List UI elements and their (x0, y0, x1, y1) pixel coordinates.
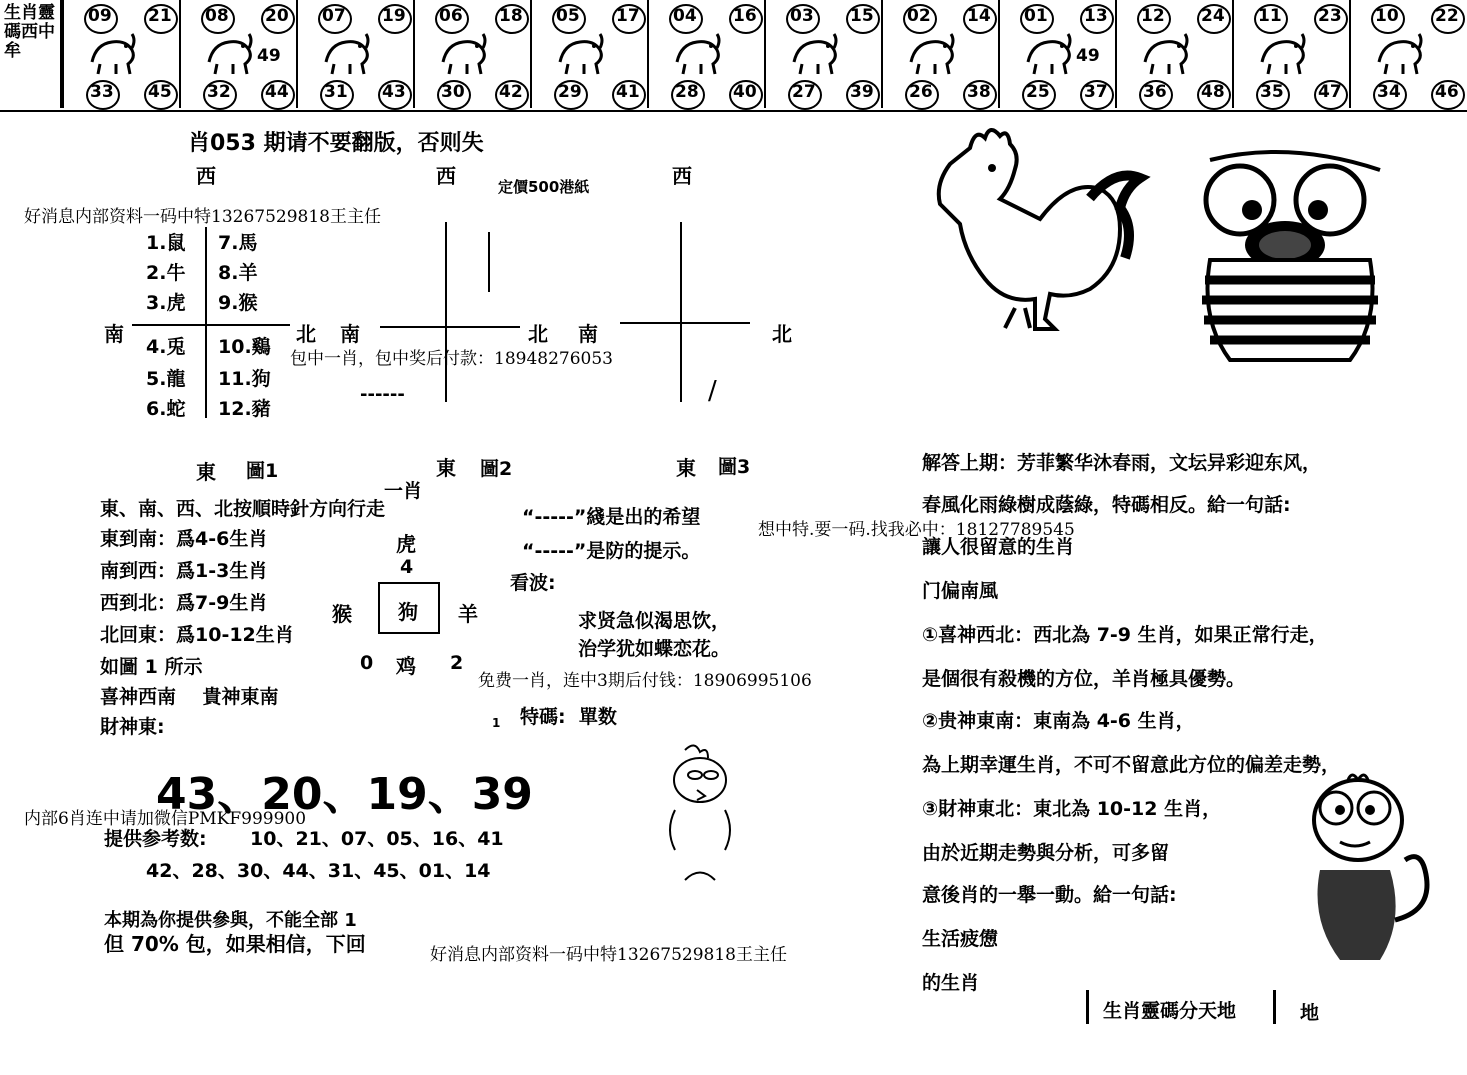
zodiac-number: 10 (1375, 6, 1399, 26)
rule-line-5: 北回東：爲10-12生肖 (100, 624, 294, 646)
zodiac-header-bar (0, 0, 1467, 112)
number-circle (1256, 80, 1290, 110)
figure-3-label: 圖3 (718, 456, 751, 478)
zodiac-number: 44 (265, 82, 289, 102)
zodiac-number: 01 (1024, 6, 1048, 26)
rule-line-8: 財神東: (100, 716, 165, 738)
zodiac-number: 46 (1435, 82, 1459, 102)
footer-box (1086, 990, 1276, 1024)
rooster-icon (1022, 26, 1074, 76)
figure3-vertical-axis (680, 222, 682, 402)
west-label-2: 西 (436, 164, 456, 188)
north-label-1: 北 (296, 322, 316, 346)
page-title: 肖053 期请不要翻版，否则失 (188, 131, 484, 156)
zodiac-list-item: 8.羊 (218, 262, 258, 284)
number-circle (320, 80, 354, 110)
dashed-line-mark: ------ (360, 384, 405, 405)
horse-icon (671, 26, 723, 76)
zodiac-cell (413, 0, 530, 108)
figure2-vertical-axis-b (488, 232, 490, 292)
zodiac-number: 15 (850, 6, 874, 26)
right-line-1: 解答上期：芳菲繁华沐春雨，文坛异彩迎东风， (922, 452, 1322, 474)
zodiac-list-item: 3.虎 (146, 292, 186, 314)
zodiac-number: 37 (1084, 82, 1108, 102)
west-label-3: 西 (672, 164, 692, 188)
zodiac-cell (296, 0, 413, 108)
zodiac-number: 12 (1141, 6, 1165, 26)
zodiac-number: 03 (790, 6, 814, 26)
zodiac-number: 42 (499, 82, 523, 102)
number-circle (1139, 80, 1173, 110)
zodiac-list-item: 1.鼠 (146, 232, 186, 254)
zodiac-number: 07 (322, 6, 346, 26)
rooster-label: 鸡 (396, 654, 416, 678)
dragon-icon (437, 26, 489, 76)
tiger-label: 虎 (396, 532, 416, 556)
zodiac-number: 39 (850, 82, 874, 102)
zodiac-cell (62, 0, 179, 108)
ox-icon (1373, 26, 1425, 76)
zodiac-number: 43 (382, 82, 406, 102)
zodiac-number: 30 (441, 82, 465, 102)
slash-mark: / (708, 376, 717, 406)
zodiac-number: 49 (1076, 46, 1100, 66)
zodiac-number: 29 (558, 82, 582, 102)
zodiac-list-item: 9.猴 (218, 292, 258, 314)
poem-line-2: 治学犹如蝶恋花。 (578, 638, 731, 660)
header-side-label: 生肖靈碼西中牟 (0, 0, 62, 108)
zodiac-number: 45 (148, 82, 172, 102)
rule-line-1: 東、南、西、北按順時針方向行走 (100, 498, 386, 520)
right-line-10: 由於近期走勢與分析，可多留 (922, 842, 1170, 864)
right-line-6: 是個很有殺機的方位，羊肖極具優勢。 (922, 668, 1246, 690)
zodiac-number: 09 (88, 6, 112, 26)
zodiac-number: 13 (1084, 6, 1108, 26)
watermark-5: 内部6肖连中请加微信PMKF999900 (24, 809, 307, 829)
number-circle (1197, 80, 1231, 110)
rabbit-icon (320, 26, 372, 76)
number-circle (144, 80, 178, 110)
monkey-icon (905, 26, 957, 76)
south-label-2: 南 (340, 322, 360, 346)
figure-1-label: 圖1 (246, 460, 279, 482)
figure2-horizontal-axis (380, 326, 520, 328)
east-label-3: 東 (676, 456, 696, 480)
zodiac-number: 23 (1318, 6, 1342, 26)
number-circle (1080, 4, 1114, 34)
hint-line-2: “-----”是防的提示。 (522, 540, 701, 562)
number-circle (729, 4, 763, 34)
watermark-3: 想中特.要一码.找我必中：18127789545 (758, 520, 1075, 540)
number-circle (554, 80, 588, 110)
center-box (378, 582, 440, 634)
watermark-2: 包中一肖，包中奖后付款：18948276053 (290, 349, 613, 369)
number-circle (378, 80, 412, 110)
zodiac-cell (764, 0, 881, 108)
monkey-cartoon-icon (1300, 770, 1440, 970)
zodiac-number: 06 (439, 6, 463, 26)
number-circle (846, 4, 880, 34)
number-circle (261, 4, 295, 34)
prisoner-cartoon-icon (1190, 150, 1390, 365)
number-circle (1022, 80, 1056, 110)
number-circle (1314, 80, 1348, 110)
footer-di: 地 (1300, 1002, 1320, 1024)
zodiac-number: 41 (616, 82, 640, 102)
zodiac-number: 16 (733, 6, 757, 26)
zodiac-number: 14 (967, 6, 991, 26)
zodiac-number: 34 (1377, 82, 1401, 102)
ref-numbers-1: 10、21、07、05、16、41 (250, 828, 504, 850)
number-circle (963, 4, 997, 34)
rule-line-6: 如圖 1 所示 (100, 656, 203, 678)
dog-icon (1139, 26, 1191, 76)
zodiac-cell (881, 0, 998, 108)
zodiac-number: 28 (675, 82, 699, 102)
number-circle (1080, 80, 1114, 110)
number-circle (729, 80, 763, 110)
number-circle (144, 4, 178, 34)
number-circle (1431, 4, 1465, 34)
two-label: 2 (450, 652, 464, 674)
kanbo-label: 看波: (510, 572, 556, 594)
snake-icon (554, 26, 606, 76)
zodiac-number: 49 (257, 46, 281, 66)
right-line-3: 讓人很留意的生肖 (922, 536, 1075, 558)
tiger-icon (203, 26, 255, 76)
zodiac-cell (998, 0, 1115, 108)
zodiac-number: 31 (324, 82, 348, 102)
number-circle (261, 80, 295, 110)
note-line-1: 本期為你提供參與，不能全部 1 (104, 910, 357, 931)
ref-numbers-2: 42、28、30、44、31、45、01、14 (146, 860, 491, 882)
rule-line-4: 西到北：爲7-9生肖 (100, 592, 268, 614)
east-label-1: 東 (196, 460, 216, 484)
number-circle (612, 80, 646, 110)
rule-line-7: 喜神西南 貴神東南 (100, 686, 279, 708)
number-circle (1431, 80, 1465, 110)
zodiac-number: 25 (1026, 82, 1050, 102)
zodiac-number: 20 (265, 6, 289, 26)
tema-label: 特碼: 單数 (520, 706, 617, 728)
four-label: 4 (400, 556, 414, 578)
zodiac-list-item: 2.牛 (146, 262, 186, 284)
west-label-1: 西 (196, 164, 216, 188)
zodiac-cell (1115, 0, 1232, 108)
zodiac-number: 48 (1201, 82, 1225, 102)
pig-icon (1256, 26, 1308, 76)
zodiac-number: 18 (499, 6, 523, 26)
yixiao-label: 一肖 (384, 480, 423, 502)
zodiac-number: 33 (90, 82, 114, 102)
zodiac-list-item: 7.馬 (218, 232, 258, 254)
right-line-4: 门偏南風 (922, 580, 999, 602)
zodiac-cell (179, 0, 296, 108)
zodiac-list-item: 10.鷄 (218, 336, 271, 358)
one-label: 1 (492, 716, 501, 730)
figure1-vertical-axis (205, 222, 207, 418)
number-circle (846, 80, 880, 110)
number-circle (495, 80, 529, 110)
right-line-11: 意後肖的一舉一動。給一句話: (922, 884, 1177, 906)
zodiac-cell (530, 0, 647, 108)
dog-label: 狗 (398, 600, 418, 624)
ref-label: 提供参考数: (104, 828, 207, 850)
right-line-12: 生活疲憊 (922, 928, 999, 950)
figure3-horizontal-axis (620, 322, 750, 324)
right-line-2: 春風化雨綠樹成蔭綠，特碼相反。給一句話: (922, 494, 1291, 516)
watermark-4: 免费一肖，连中3期后付钱：18906995106 (478, 666, 812, 691)
rat-icon (86, 26, 138, 76)
hint-line-1: “-----”綫是出的希望 (522, 506, 701, 528)
number-circle (378, 4, 412, 34)
zodiac-number: 36 (1143, 82, 1167, 102)
zodiac-number: 08 (205, 6, 229, 26)
price-note: 定價500港紙 (498, 178, 590, 196)
north-label-3: 北 (772, 322, 792, 346)
sheep-icon (788, 26, 840, 76)
rule-line-3: 南到西：爲1-3生肖 (100, 560, 268, 582)
sheep-label: 羊 (458, 602, 478, 626)
figure-2-label: 圖2 (480, 458, 513, 480)
watermark-1: 好消息内部资料一码中特13267529818王主任 (24, 202, 381, 227)
number-circle (1373, 80, 1407, 110)
number-circle (495, 4, 529, 34)
right-line-9: ③財神東北：東北為 10-12 生肖， (922, 798, 1222, 820)
small-rooster-sketch-icon (655, 740, 745, 890)
zodiac-number: 26 (909, 82, 933, 102)
number-circle (1197, 4, 1231, 34)
right-line-5: ①喜神西北：西北為 7-9 生肖，如果正常行走， (922, 624, 1328, 646)
number-circle (963, 80, 997, 110)
south-label-3: 南 (578, 322, 598, 346)
zodiac-cell (1232, 0, 1349, 108)
note-line-2: 但 70% 包，如果相信，下回 (104, 932, 366, 956)
number-circle (671, 80, 705, 110)
zodiac-number: 21 (148, 6, 172, 26)
east-label-2: 東 (436, 456, 456, 480)
zodiac-number: 05 (556, 6, 580, 26)
zodiac-list-item: 6.蛇 (146, 398, 186, 420)
zodiac-number: 17 (616, 6, 640, 26)
figure2-vertical-axis (445, 222, 447, 402)
number-circle (437, 80, 471, 110)
zodiac-number: 38 (967, 82, 991, 102)
poem-line-1: 求贤急似渴思饮， (578, 610, 731, 632)
south-label-1: 南 (104, 322, 124, 346)
number-circle (1314, 4, 1348, 34)
north-label-2: 北 (528, 322, 548, 346)
zodiac-list-item: 4.兎 (146, 336, 186, 358)
zodiac-number: 27 (792, 82, 816, 102)
zodiac-number: 40 (733, 82, 757, 102)
rule-line-2: 東到南：爲4-6生肖 (100, 528, 268, 550)
rooster-illustration-icon (920, 118, 1160, 338)
right-line-13: 的生肖 (922, 972, 980, 994)
main-numbers: 43、20、19、39 (156, 769, 533, 820)
zodiac-number: 32 (207, 82, 231, 102)
footer-box-text: 生肖靈碼分天地 (1103, 1000, 1237, 1022)
zodiac-list-item: 11.狗 (218, 368, 271, 390)
zodiac-number: 11 (1258, 6, 1282, 26)
zodiac-cell (1349, 0, 1466, 108)
number-circle (203, 80, 237, 110)
number-circle (86, 80, 120, 110)
zodiac-number: 02 (907, 6, 931, 26)
zodiac-list-item: 12.豬 (218, 398, 271, 420)
zodiac-number: 47 (1318, 82, 1342, 102)
number-circle (788, 80, 822, 110)
number-circle (905, 80, 939, 110)
zodiac-number: 22 (1435, 6, 1459, 26)
zodiac-number: 04 (673, 6, 697, 26)
watermark-6: 好消息内部资料一码中特13267529818王主任 (430, 940, 787, 965)
right-line-7: ②贵神東南：東南為 4-6 生肖， (922, 710, 1195, 732)
figure1-horizontal-axis (132, 324, 290, 326)
zodiac-cell (647, 0, 764, 108)
zodiac-number: 35 (1260, 82, 1284, 102)
zodiac-number: 19 (382, 6, 406, 26)
monkey-label: 猴 (332, 602, 352, 626)
right-line-8: 為上期幸運生肖，不可不留意此方位的偏差走勢， (922, 754, 1341, 776)
zodiac-number: 24 (1201, 6, 1225, 26)
zero-label: 0 (360, 652, 374, 674)
number-circle (612, 4, 646, 34)
zodiac-list-item: 5.龍 (146, 368, 186, 390)
